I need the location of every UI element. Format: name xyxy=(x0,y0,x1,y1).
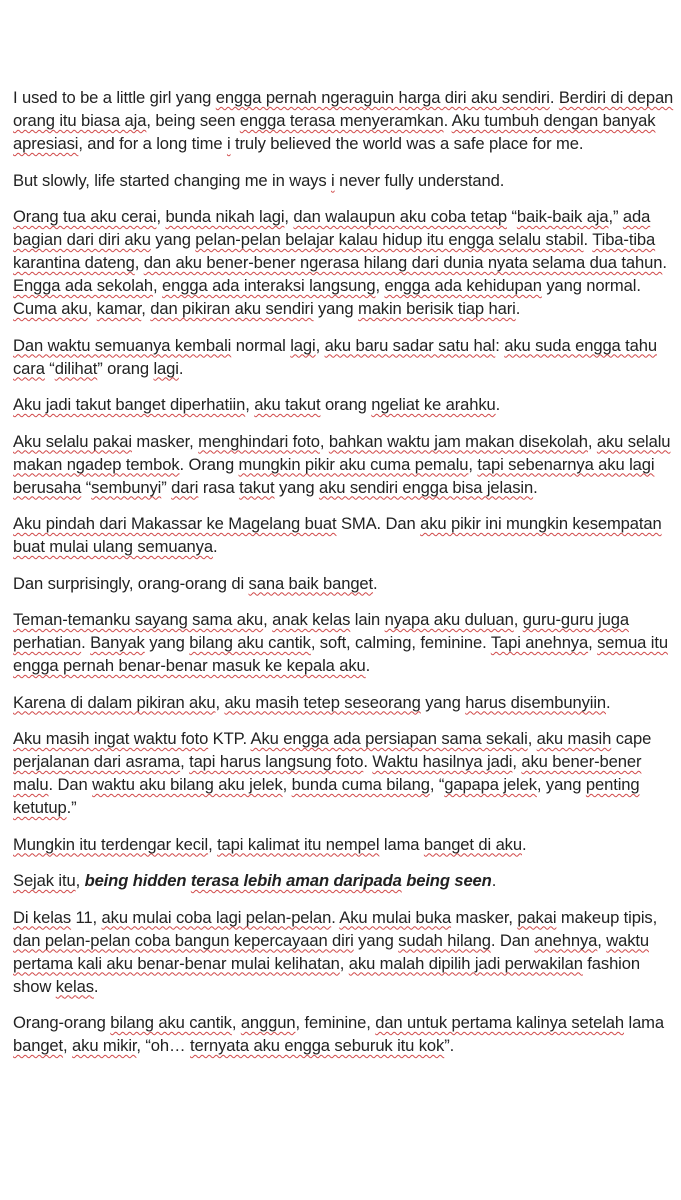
text-run: , being seen xyxy=(146,111,240,130)
text-run: , and for a long time xyxy=(78,134,227,153)
text-run: SMA. Dan xyxy=(336,514,421,533)
text-run: “ xyxy=(44,358,55,378)
flagged-text-run: dan pikiran aku sendiri xyxy=(150,299,314,318)
flagged-text-run: pelan-pelan belajar kalau hidup itu engga selalu stabil xyxy=(195,230,584,249)
flagged-text-run: aku masih tetep seseorang xyxy=(224,692,421,712)
paragraph xyxy=(13,727,675,819)
flagged-text-run: sana baik banget xyxy=(248,573,374,593)
flagged-text-run: tapi kalimat itu nempel xyxy=(217,834,380,854)
flagged-text-run: guru-guru juga perhatian xyxy=(13,610,629,652)
text-run: “ xyxy=(81,477,92,497)
paragraph xyxy=(13,572,675,595)
paragraph xyxy=(13,169,675,192)
flagged-text-run: aku suda engga tahu cara xyxy=(13,335,657,378)
text-run: , xyxy=(513,610,523,629)
text-run: , xyxy=(284,207,294,226)
text-run: 11, xyxy=(71,907,102,927)
text-run: . xyxy=(515,299,521,318)
paragraph xyxy=(13,906,675,998)
text-run: fashion show xyxy=(13,953,640,996)
flagged-text-run: sembunyi xyxy=(91,477,162,497)
paragraph xyxy=(13,86,675,155)
flagged-text-run: waktu pertama kali aku benar-benar mulai kelihatan xyxy=(13,930,649,973)
text-run: . Dan xyxy=(48,775,93,794)
paragraph xyxy=(13,205,675,320)
flagged-text-run: lagi xyxy=(153,358,179,378)
flagged-text-run: nyapa aku duluan xyxy=(384,610,514,629)
text-run: , xyxy=(587,431,597,451)
flagged-text-run: aku takut xyxy=(254,395,321,414)
flagged-text-run: penting ketutup xyxy=(13,775,640,817)
text-run: , soft, calming, feminine. xyxy=(310,633,491,652)
flagged-text-run: kamar xyxy=(96,299,142,318)
flagged-text-run: Aku jadi takut banget diperhatiin xyxy=(13,395,246,414)
flagged-text-run: Berdiri di depan xyxy=(558,88,674,107)
text-run: , feminine, xyxy=(295,1013,376,1032)
text-run: ,” xyxy=(608,207,623,226)
flagged-text-run: Mungkin itu terdengar kecil xyxy=(13,834,209,854)
paragraph xyxy=(13,869,675,892)
flagged-text-run: dari xyxy=(171,477,199,497)
flagged-text-run: banget xyxy=(13,1036,64,1055)
text-run: ” xyxy=(161,477,172,497)
text-run: , xyxy=(87,299,97,318)
text-run: , xyxy=(231,1013,241,1032)
text-run: KTP. xyxy=(208,729,251,748)
text-run: masker, xyxy=(451,907,518,927)
flagged-text-run: terasa lebih aman daripada xyxy=(190,871,402,890)
flagged-text-run: Aku selalu pakai xyxy=(13,431,132,451)
text-run: , xyxy=(208,834,218,854)
text-run: , xyxy=(282,775,292,794)
text-run: , “ xyxy=(429,775,445,794)
text-run: yang xyxy=(313,299,358,318)
flagged-text-run: aku sendiri engga bisa jelasin xyxy=(318,477,534,497)
text-run: . xyxy=(178,358,184,378)
text-run: . xyxy=(363,752,373,771)
text-run: . Dan xyxy=(490,930,535,950)
flagged-text-run: Aku mulai buka xyxy=(339,907,452,927)
flagged-text-run: bilang aku cantik xyxy=(189,633,311,652)
flagged-text-run: Dan waktu semuanya kembali xyxy=(13,335,232,355)
text-run: , xyxy=(375,276,385,295)
text-run: , “oh… xyxy=(136,1036,190,1055)
flagged-text-run: aku mulai coba lagi pelan-pelan xyxy=(101,907,332,927)
text-run: . xyxy=(93,976,99,996)
text-run: “ xyxy=(506,207,517,226)
paragraph xyxy=(13,393,675,416)
flagged-text-run: Aku engga ada persiapan sama sekali xyxy=(250,729,528,748)
text-run: yang xyxy=(274,477,319,497)
flagged-text-run: Cuma aku xyxy=(13,299,88,318)
text-run: . xyxy=(521,834,527,854)
flagged-text-run: ngeliat ke arahku xyxy=(371,395,496,414)
flagged-text-run: Teman-temanku sayang sama aku xyxy=(13,610,264,629)
flagged-text-run: engga pernah ngeraguin harga diri aku sendiri xyxy=(215,88,550,107)
flagged-text-run: harus disembunyiin xyxy=(465,692,606,712)
text-run: truly believed the world was a safe place for me. xyxy=(230,134,584,153)
text-run: , xyxy=(134,253,144,272)
flagged-text-run: bilang aku cantik xyxy=(110,1013,232,1032)
text-run: , xyxy=(263,610,273,629)
text-run: .” xyxy=(66,798,77,817)
text-run: , xyxy=(339,953,349,973)
flagged-text-run: dan walaupun aku coba tetap xyxy=(293,207,507,226)
text-run: . xyxy=(365,656,371,675)
paragraph xyxy=(13,334,675,380)
flagged-text-run: Aku pindah dari Makassar ke Magelang buat xyxy=(13,514,337,533)
flagged-text-run: dan pelan-pelan coba bangun kepercayaan diri xyxy=(13,930,354,950)
flagged-text-run: waktu aku bilang aku jelek xyxy=(92,775,283,794)
text-run: Orang-orang xyxy=(13,1013,111,1032)
flagged-text-run: dan aku bener-bener ngerasa hilang dari dunia nyata selama dua tahun xyxy=(143,253,663,272)
flagged-text-run: bunda nikah lagi xyxy=(165,207,285,226)
text-run: lama xyxy=(379,834,424,854)
flagged-text-run: anggun xyxy=(240,1013,296,1032)
flagged-text-run: Karena di dalam pikiran aku xyxy=(13,692,216,712)
text-run: , xyxy=(156,207,166,226)
text-run: , xyxy=(215,692,225,712)
text-run: ”. xyxy=(444,1036,455,1055)
flagged-text-run: aku pikir ini mungkin kesempatan buat mulai ulang semuanya xyxy=(13,514,662,556)
text-run: . xyxy=(443,111,452,130)
text-run: rasa xyxy=(198,477,240,497)
text-run: , yang xyxy=(536,775,586,794)
text-run: being hidden xyxy=(84,871,191,890)
flagged-text-run: kelas xyxy=(55,976,94,996)
text-run: . xyxy=(549,88,559,107)
flagged-text-run: engga terasa menyeramkan xyxy=(239,111,444,130)
text-run: Dan surprisingly, orang-orang di xyxy=(13,573,249,593)
text-run: lain xyxy=(350,610,385,629)
text-run: orang xyxy=(320,395,372,414)
text-run: yang xyxy=(144,633,190,652)
text-run: makeup tipis, xyxy=(556,907,658,927)
text-run: ” orang xyxy=(97,358,154,378)
flagged-text-run: ternyata aku engga seburuk itu kok xyxy=(190,1036,445,1055)
flagged-text-run: anak kelas xyxy=(272,610,351,629)
flagged-text-run: Tapi anehnya xyxy=(490,633,589,652)
text-run: . xyxy=(606,692,611,712)
flagged-text-run: Orang tua aku cerai xyxy=(13,207,157,226)
flagged-text-run: anehnya xyxy=(534,930,598,950)
flagged-text-run: dilihat xyxy=(54,358,98,378)
flagged-text-run: Banyak xyxy=(90,633,145,652)
flagged-text-run: pakai xyxy=(517,907,557,927)
flagged-text-run: ada bagian dari diri aku xyxy=(13,207,651,249)
text-run: , xyxy=(319,431,329,451)
text-run: yang xyxy=(353,930,399,950)
text-run: , xyxy=(180,752,190,771)
text-run: , xyxy=(597,930,607,950)
text-run: I used to be a little girl yang xyxy=(13,88,216,107)
text-run: . xyxy=(491,871,497,890)
text-run: . xyxy=(81,633,91,652)
flagged-text-run: Aku tumbuh dengan banyak apresiasi xyxy=(13,111,656,153)
text-run: , xyxy=(245,395,255,414)
text-run: masker, xyxy=(131,431,199,451)
flagged-text-run: sudah hilang xyxy=(398,930,491,950)
flagged-text-run: orang itu biasa aja xyxy=(13,111,147,130)
flagged-text-run: bahkan waktu jam makan disekolah xyxy=(328,431,588,451)
text-run: , xyxy=(512,752,522,771)
text-run: . xyxy=(212,537,218,556)
text-run: yang normal. xyxy=(541,276,641,295)
flagged-text-run: aku baru sadar satu hal xyxy=(324,335,496,355)
text-run: . xyxy=(662,253,667,272)
flagged-text-run: Aku masih ingat waktu foto xyxy=(13,729,209,748)
flagged-text-run: aku mikir xyxy=(72,1036,137,1055)
text-run: . xyxy=(583,230,593,249)
text-run: , xyxy=(141,299,151,318)
flagged-text-run: Engga ada sekolah xyxy=(13,276,154,295)
text-run: : xyxy=(495,335,505,355)
flagged-text-run: perjalanan dari asrama xyxy=(13,752,181,771)
flagged-text-run: dan untuk pertama kalinya setelah xyxy=(375,1013,625,1032)
text-run: cape xyxy=(611,729,652,748)
paragraph xyxy=(13,430,675,499)
paragraph xyxy=(13,512,675,558)
text-run: , xyxy=(315,335,325,355)
flagged-text-run: tapi harus langsung foto xyxy=(189,752,364,771)
flagged-text-run: semua itu engga pernah benar-benar masuk ke kepala aku xyxy=(13,633,668,675)
text-run: . xyxy=(533,477,538,497)
paragraph xyxy=(13,691,675,714)
flagged-text-run: i xyxy=(226,134,231,153)
flagged-text-run: aku selalu makan ngadep tembok xyxy=(13,431,671,474)
flagged-text-run: Sejak itu xyxy=(13,871,76,890)
flagged-text-run: aku bener-bener malu xyxy=(13,752,642,794)
text-run: being seen xyxy=(401,871,492,890)
text-run: , xyxy=(468,454,478,474)
text-run: . xyxy=(373,573,378,593)
paragraph xyxy=(13,833,675,856)
flagged-text-run: Di kelas xyxy=(13,907,72,927)
text-run: yang xyxy=(150,230,196,249)
text-run: , xyxy=(153,276,163,295)
flagged-text-run: banget di aku xyxy=(423,834,522,854)
text-run: , xyxy=(527,729,537,748)
text-run: never fully understand. xyxy=(334,170,505,190)
flagged-text-run: takut xyxy=(239,477,275,497)
flagged-text-run: Waktu hasilnya jadi xyxy=(372,752,513,771)
flagged-text-run: engga ada interaksi langsung xyxy=(162,276,376,295)
paragraph xyxy=(13,608,675,677)
document-body xyxy=(13,86,675,1071)
text-run: normal xyxy=(231,335,291,355)
text-run: , xyxy=(588,633,598,652)
text-run: . xyxy=(495,395,501,414)
flagged-text-run: tapi sebenarnya aku lagi berusaha xyxy=(13,454,655,497)
flagged-text-run: lagi xyxy=(290,335,316,355)
flagged-text-run: bunda cuma bilang xyxy=(291,775,430,794)
flagged-text-run: menghindari foto xyxy=(198,431,320,451)
flagged-text-run: aku masih xyxy=(536,729,612,748)
flagged-text-run: mungkin pikir aku cuma pemalu xyxy=(238,454,469,474)
paragraph xyxy=(13,1011,675,1057)
text-run: . Orang xyxy=(179,454,239,474)
flagged-text-run: Tiba-tiba karantina dateng xyxy=(13,230,656,272)
text-run: , xyxy=(63,1036,73,1055)
text-run: But slowly, life started changing me in ways xyxy=(13,170,332,190)
flagged-text-run: aku malah dipilih jadi perwakilan xyxy=(348,953,583,973)
text-run: . xyxy=(331,907,340,927)
text-run: , xyxy=(75,871,85,890)
flagged-text-run: makin berisik tiap hari xyxy=(358,299,516,318)
flagged-text-run: i xyxy=(331,170,335,190)
text-run: lama xyxy=(624,1013,664,1032)
flagged-text-run: engga ada kehidupan xyxy=(384,276,542,295)
flagged-text-run: baik-baik aja xyxy=(516,207,609,226)
flagged-text-run: gapapa jelek xyxy=(444,775,537,794)
text-run: yang xyxy=(420,692,466,712)
